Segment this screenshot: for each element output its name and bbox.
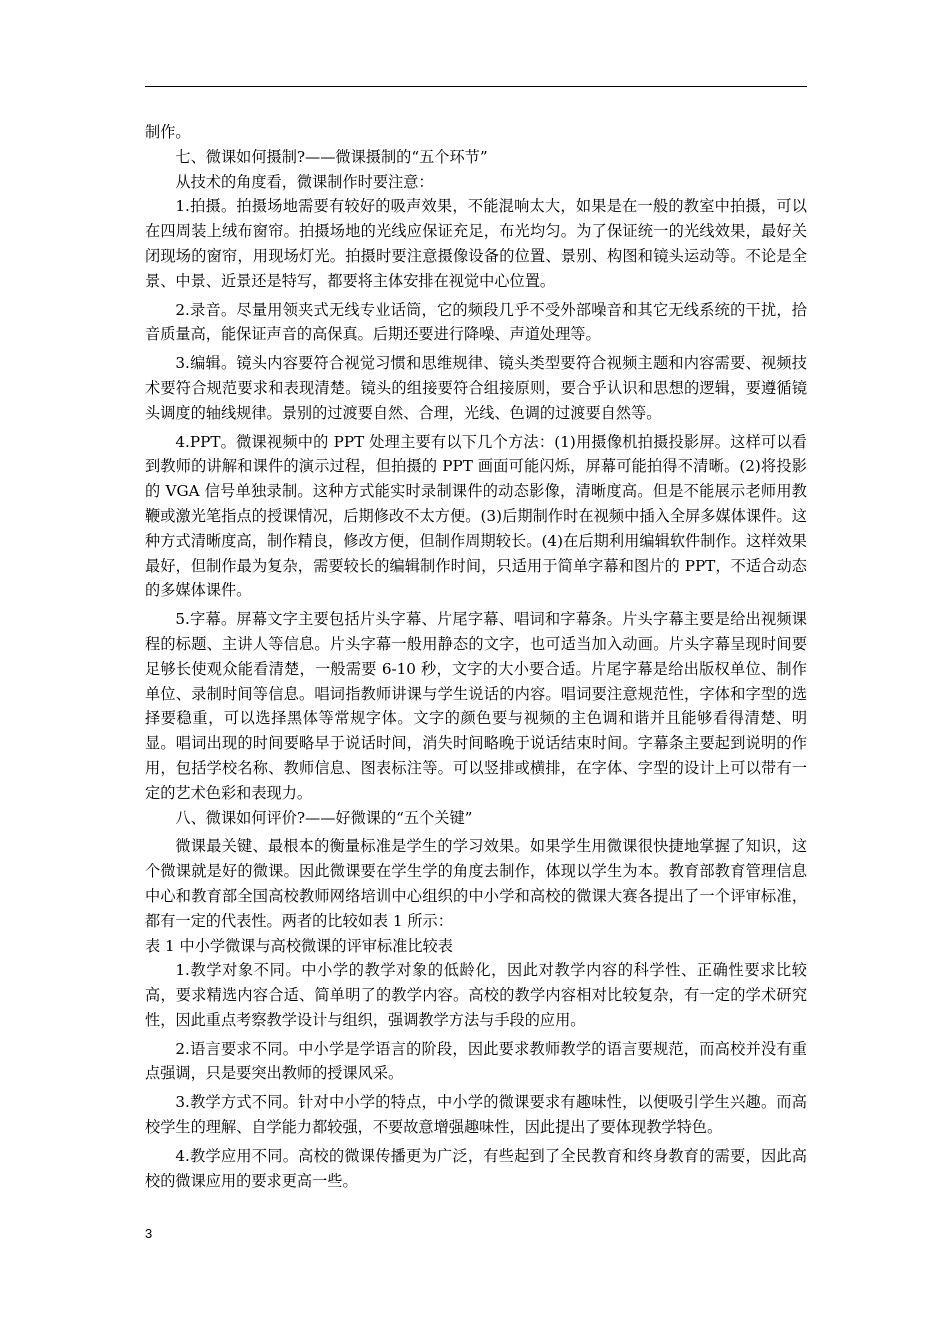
document-body [145,120,807,1193]
paragraph-teaching-object: 1.教学对象不同。中小学的教学对象的低龄化，因此对教学内容的科学性、正确性要求比较高，要求精选内容合适、简单明了的教学内容。高校的教学内容相对比较复杂，有一定的学术研究性，因此重点考察教学设计与组织，强调教学方法与手段的应用。 [145,961,807,1029]
table-caption: 表 1 中小学微课与高校微课的评审标准比较表 [145,936,453,955]
header-rule [145,86,807,87]
paragraph-teaching-method: 3.教学方式不同。针对中小学的特点，中小学的微课要求有趣味性，以便吸引学生兴趣。而高校学生的理解、自学能力都较强，不要故意增强趣味性，因此提出了要体现教学特色。 [145,1093,807,1137]
section-heading-8: 八、微课如何评价?——好微课的“五个关键” [175,808,473,827]
page-number: 3 [145,1226,153,1241]
section-heading-7: 七、微课如何摄制?——微课摄制的“五个环节” [175,147,488,166]
paragraph-editing: 3.编辑。镜头内容要符合视觉习惯和思维规律、镜头类型要符合视频主题和内容需要、视频技术要符合规范要求和表现清楚。镜头的组接要符合组接原则，要合乎认识和思想的逻辑，要遵循镜头调度的轴线规律。景别的过渡要自然、合理，光线、色调的过渡要自然等。 [145,354,807,422]
paragraph-shooting: 1.拍摄。拍摄场地需要有较好的吸声效果，不能混响太大，如果是在一般的教室中拍摄，可以在四周装上绒布窗帘。拍摄场地的光线应保证充足，布光均匀。为了保证统一的光线效果，最好关闭现场的窗帘，用现场灯光。拍摄时要注意摄像设备的位置、景别、构图和镜头运动等。不论是全景、中景、近景还是特写，都要将主体安排在视觉中心位置。 [145,197,807,290]
paragraph-ppt: 4.PPT。微课视频中的 PPT 处理主要有以下几个方法：(1)用摄像机拍摄投影屏。这样可以看到教师的讲解和课件的演示过程，但拍摄的 PPT 画面可能闪烁，屏幕可能拍得不清晰。(2)将投影的 VGA 信号单独录制。这种方式能实时录制课件的动态影像，清晰度高。但是不能展示老师用教鞭或激光笔指点的授课情况，后期修改不太方便。(3)后期制作时在视频中插入全屏多媒体课件。这种方式清晰度高，制作精良，修改方便，但制作周期较长。(4)在后期利用编辑软件制作。这样效果最好，但制作最为复杂，需要较长的编辑制作时间，只适用于简单字幕和图片的 PPT，不适合动态的多媒体课件。 [145,432,807,600]
paragraph-recording: 2.录音。尽量用领夹式无线专业话筒，它的频段几乎不受外部噪音和其它无线系统的干扰，拾音质量高，能保证声音的高保真。后期还要进行降噪、声道处理等。 [145,300,807,344]
paragraph-language: 2.语言要求不同。中小学是学语言的阶段，因此要求教师教学的语言要规范，而高校并没有重点强调，只是要突出教师的授课风采。 [145,1039,807,1083]
paragraph-subtitles: 5.字幕。屏幕文字主要包括片头字幕、片尾字幕、唱词和字幕条。片头字幕主要是给出视频课程的标题、主讲人等信息。片头字幕一般用静态的文字，也可适当加入动画。片头字幕呈现时间要足够长使观众能看清楚，一般需要 6-10 秒，文字的大小要合适。片尾字幕是给出版权单位、制作单位、录制时间等信息。唱词指教师讲课与学生说话的内容。唱词要注意规范性，字体和字型的选择要稳重，可以选择黑体等常规字体。文字的颜色要与视频的主色调和谐并且能够看得清楚、明显。唱词出现的时间要略早于说话时间，消失时间略晚于说话结束时间。字幕条主要起到说明的作用，包括学校名称、教师信息、图表标注等。可以竖排或横排，在字体、字型的设计上可以带有一定的艺术色彩和表现力。 [145,610,807,802]
paragraph-evaluation: 微课最关键、最根本的衡量标准是学生的学习效果。如果学生用微课很快捷地掌握了知识，这个微课就是好的微课。因此微课要在学生学的角度去制作，体现以学生为本。教育部教育管理信息中心和教育部全国高校教师网络培训中心组织的中小学和高校的微课大赛各提出了一个评审标准，都有一定的代表性。两者的比较如表 1 所示： [145,837,807,930]
paragraph-application: 4.教学应用不同。高校的微课传播更为广泛，有些起到了全民教育和终身教育的需要，因此高校的微课应用的要求更高一些。 [145,1146,807,1190]
paragraph-continuation: 制作。 [145,123,191,141]
paragraph-intro-tech: 从技术的角度看，微课制作时要注意： [175,172,434,191]
